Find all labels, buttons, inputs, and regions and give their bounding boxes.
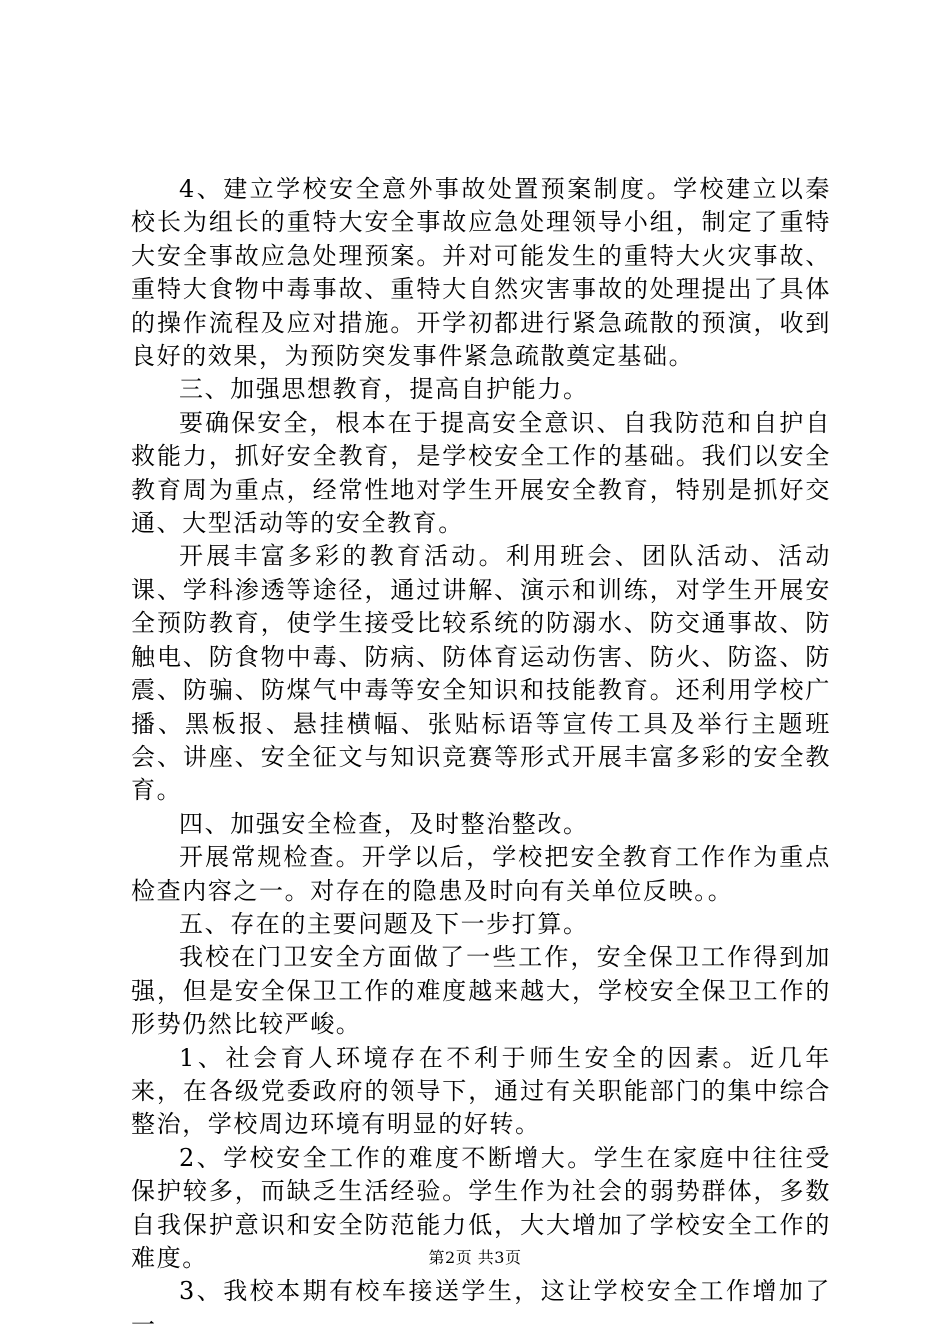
- paragraph-increasing-difficulty: 2、学校安全工作的难度不断增大。学生在家庭中往往受保护较多，而缺乏生活经验。学生作为社会的弱势群体，多数自我保护意识和安全防范能力低，大大增加了学校安全工作的难度。: [131, 1143, 831, 1272]
- heading-thought-education: 三、加强思想教育，提高自护能力。: [179, 375, 589, 404]
- paragraph-gate-security: 我校在门卫安全方面做了一些工作，安全保卫工作得到加强，但是安全保卫工作的难度越来越大，学校安全保卫工作的形势仍然比较严峻。: [131, 943, 831, 1039]
- paragraph-emergency-plan: 4、建立学校安全意外事故处置预案制度。学校建立以秦校长为组长的重特大安全事故应急处理领导小组，制定了重特大安全事故应急处理预案。并对可能发生的重特大火灾事故、重特大食物中毒事故、重特大自然灾害事故的处理提出了具体的操作流程及应对措施。开学初都进行紧急疏散的预演，收到良好的效果，为预防突发事件紧急疏散奠定基础。: [131, 175, 831, 371]
- document-body: [131, 173, 831, 1342]
- paragraph-social-environment: 1、社会育人环境存在不利于师生安全的因素。近几年来，在各级党委政府的领导下，通过有关职能部门的集中综合整治，学校周边环境有明显的好转。: [131, 1043, 831, 1139]
- paragraph-routine-inspection: 开展常规检查。开学以后，学校把安全教育工作作为重点检查内容之一。对存在的隐患及时向有关单位反映。。: [131, 843, 831, 905]
- heading-problems-plans: 五、存在的主要问题及下一步打算。: [179, 909, 589, 938]
- heading-safety-inspection: 四、加强安全检查，及时整治整改。: [179, 809, 589, 838]
- paragraph-education-activities: 开展丰富多彩的教育活动。利用班会、团队活动、活动课、学科渗透等途径，通过讲解、演示和训练，对学生开展安全预防教育，使学生接受比较系统的防溺水、防交通事故、防触电、防食物中毒、防病、防体育运动伤害、防火、防盗、防震、防骗、防煤气中毒等安全知识和技能教育。还利用学校广播、黑板报、悬挂横幅、张贴标语等宣传工具及举行主题班会、讲座、安全征文与知识竞赛等形式开展丰富多彩的安全教育。: [131, 542, 831, 805]
- paragraph-school-bus: 3、我校本期有校车接送学生，这让学校安全工作增加了一: [131, 1277, 831, 1339]
- page-number-footer: 第2页 共3页: [428, 1248, 522, 1267]
- paragraph-safety-awareness: 要确保安全，根本在于提高安全意识、自我防范和自护自救能力，抓好安全教育，是学校安全工作的基础。我们以安全教育周为重点，经常性地对学生开展安全教育，特别是抓好交通、大型活动等的安全教育。: [131, 408, 831, 538]
